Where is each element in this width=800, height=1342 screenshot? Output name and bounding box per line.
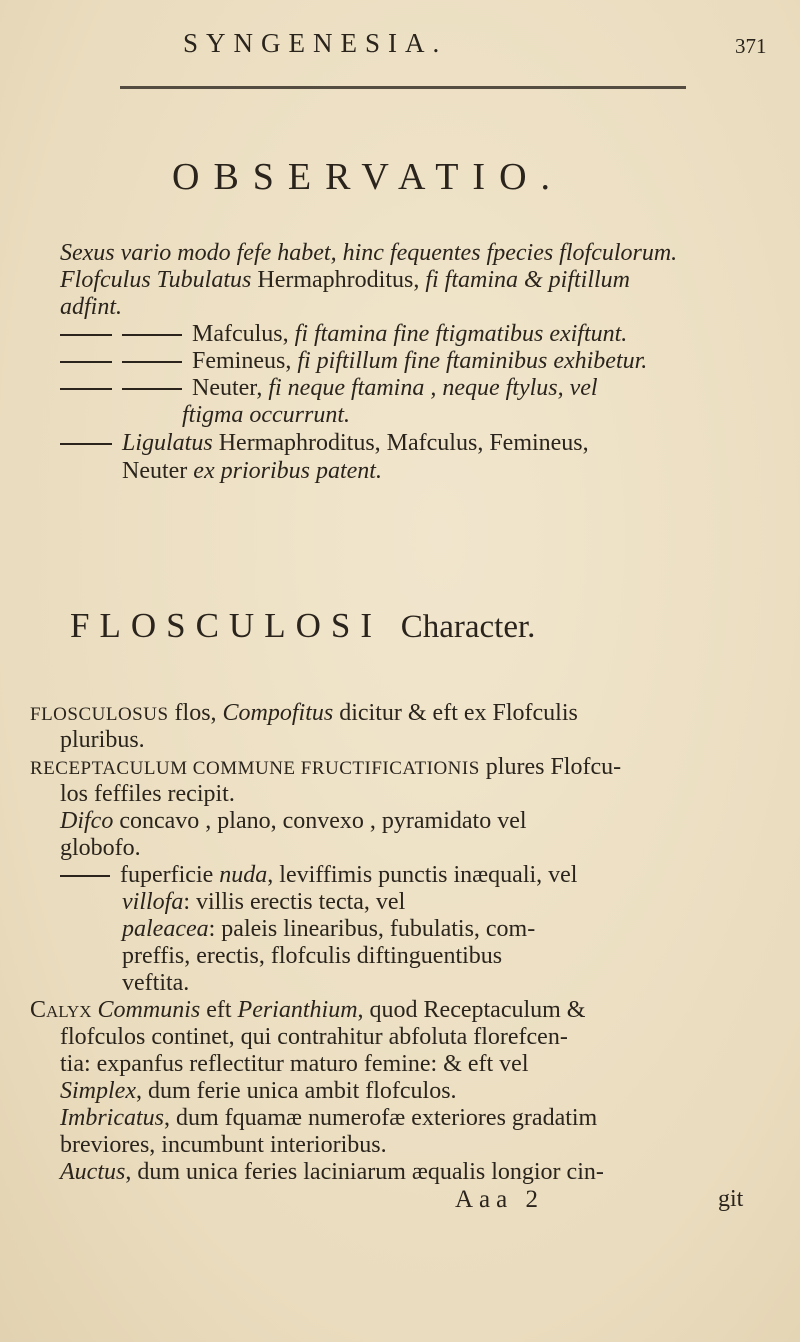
text-line: los feffiles recipit. — [60, 781, 235, 807]
text-line: breviores, incumbunt interioribus. — [60, 1132, 387, 1158]
text-line: villofa: villis erectis tecta, vel — [122, 889, 406, 915]
ditto-dash — [60, 361, 112, 363]
text-line: Neuter, fi neque ftamina , neque ftylus, vel — [60, 375, 598, 402]
text-line: tia: expanfus reflectitur maturo femine: & eft vel — [60, 1051, 529, 1077]
text-line: Flofculus Tubulatus Hermaphroditus, fi ftamina & piftillum — [60, 267, 631, 293]
text-line: pluribus. — [60, 727, 145, 753]
text-line: Mafculus, fi ftamina fine ftigmatibus exiftunt. — [60, 321, 627, 348]
text-line: Calyx Communis eft Perianthium, quod Receptaculum & — [30, 997, 586, 1023]
text-line: preffis, erectis, flofculis diftinguentibus — [122, 943, 503, 969]
text-line: RECEPTACULUM COMMUNE FRUCTIFICATIONIS plures Flofcu- — [30, 754, 622, 780]
ditto-dash — [122, 361, 182, 363]
ditto-dash — [122, 388, 182, 390]
text-line: Simplex, dum ferie unica ambit flofculos. — [60, 1078, 457, 1104]
text-line: Neuter ex prioribus patent. — [122, 458, 382, 484]
catchword: git — [718, 1186, 744, 1212]
text-line: flofculos continet, qui contrahitur abfoluta florefcen- — [60, 1024, 568, 1050]
text-line: paleacea: paleis linearibus, fubulatis, com- — [122, 916, 536, 942]
text-line: Auctus, dum unica feries laciniarum æqualis longior cin- — [60, 1159, 604, 1185]
header-rule — [120, 86, 686, 89]
text-line: Imbricatus, dum fquamæ numerofæ exteriores gradatim — [60, 1105, 598, 1131]
running-header: SYNGENESIA. — [183, 28, 448, 58]
text-line: Difco concavo , plano, convexo , pyramidato vel — [60, 808, 527, 834]
flosculosi-heading: FLOSCULOSI Character. — [70, 606, 536, 645]
text-line: Femineus, fi piftillum fine ftaminibus exhibetur. — [60, 348, 647, 375]
ditto-dash — [60, 334, 112, 336]
ditto-dash — [60, 443, 112, 445]
text-line: veftita. — [122, 970, 190, 996]
page-number: 371 — [735, 34, 767, 58]
text-line: globofo. — [60, 835, 141, 861]
text-line: ftigma occurrunt. — [182, 402, 350, 428]
text-line: adfint. — [60, 294, 123, 320]
ditto-dash — [60, 875, 110, 877]
observatio-heading: OBSERVATIO. — [172, 156, 565, 198]
signature-mark: Aaa 2 — [455, 1186, 544, 1213]
text-line: FLOSCULOSUS flos, Compofitus dicitur & eft ex Flofculis — [30, 700, 578, 726]
text-line: fuperficie nuda, leviffimis punctis inæquali, vel — [60, 862, 577, 889]
ditto-dash — [122, 334, 182, 336]
ditto-dash — [60, 388, 112, 390]
text-line: Ligulatus Hermaphroditus, Mafculus, Femineus, — [60, 430, 589, 457]
text-line: Sexus vario modo fefe habet, hinc fequentes fpecies flofculorum. — [60, 240, 678, 266]
